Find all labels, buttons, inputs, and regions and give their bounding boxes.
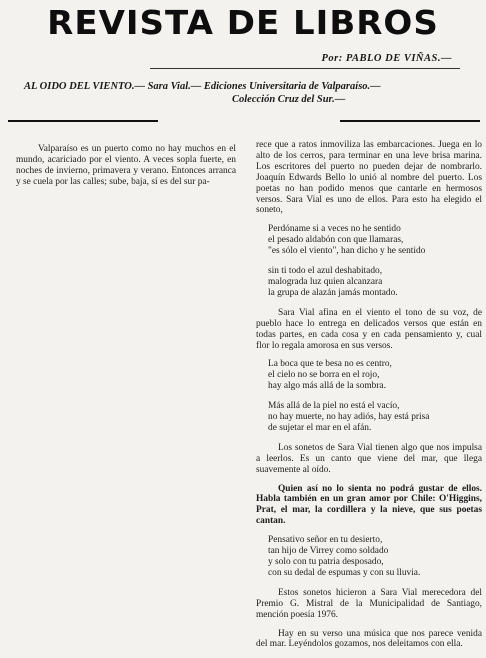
verse-line: La boca que te besa no es centro, [268,359,392,370]
book-reference [24,80,474,106]
paragraph: Valparaíso es un puerto como no hay muchos en el mundo, acariciado por el viento. A veces sopla fuerte, en noches de invierno, primavera y verano. Entonces arranca y se cuela por las calles; sube, baja, sí es del sur pa- [16,144,236,187]
verse-line: Pensativo señor en tu desierto, [268,535,383,546]
verse-stanza [256,359,482,392]
verse-stanza [256,224,482,257]
verse-line: y solo con tu patria desposado, [268,557,384,567]
verse-line: de sujetar el mar en el afán. [268,422,372,433]
verse-line: "es sólo el viento", han dicho y he sentido [268,246,426,257]
right-column [256,140,482,658]
paragraph: rece que a ratos inmoviliza las embarcaciones. Juega en lo alto de los cerros, para terminar en una leve brisa marina. Los escritores del puerto no pueden dejar de nombrarlo. Joaquín Edwards Bello lo unió al nombre del puerto. Los poetas no han podido menos que cantarle en hermosos versos. Sara Vial es uno de ellos. Para esto ha elegido el soneto, [256,140,482,216]
verse-line: con su dedal de espumas y con su lluvia. [268,567,421,578]
verse-line: no hay muerte, no hay adiós, hay está prisa [268,412,430,423]
verse-stanza [256,401,482,434]
left-column [16,144,236,196]
verse-line: tan hijo de Virrey como soldado [268,546,389,557]
book-reference-line-2: Colección Cruz del Sur.— [232,94,346,105]
verse-line: el pesado aldabón con que llamaras, [268,235,404,246]
page-title: REVISTA DE LIBROS [47,3,439,43]
author-byline: Por: PABLO DE VIÑAS.— [321,53,452,64]
book-reference-line-1: AL OIDO DEL VIENTO.— Sara Vial.— Ediciones Universitaria de Valparaíso.— [24,81,381,92]
paragraph: Estos sonetos hicieron a Sara Vial merecedora del Premio G. Mistral de la Municipalidad de Santiago, mención poesía 1976. [256,587,482,620]
verse-line: el cielo no se borra en el rojo, [268,370,380,381]
verse-line: Perdóname si a veces no he sentido [268,224,401,235]
verse-line: malograda luz quien alcanzara [268,276,383,287]
byline-divider [150,68,460,69]
section-divider-left [8,120,158,122]
verse-line: Más allá de la piel no está el vacío, [268,401,400,412]
verse-line: sin ti todo el azul deshabitado, [268,266,383,277]
paragraph: Sara Vial afina en el viento el tono de su voz, de pueblo hace lo entrega en delicados versos que están en todas partes, en cada cosa y en cada pensamiento y, cual flor lo regala amorosa en sus versos. [256,307,482,351]
paragraph: Quien así no lo sienta no podrá gustar de ellos. Habla también en un gran amor por Chile: O'Higgins, Prat, el mar, la cordillera y la nieve, que sus poetas cantan. [256,483,482,527]
paragraph: Hay en su verso una música que nos parece venida del mar. Leyéndolos gozamos, nos deleitamos con ella. [256,628,482,650]
paragraph: Los sonetos de Sara Vial tienen algo que nos impulsa a leerlos. Es un canto que viene del mar, que llega suavemente al oído. [256,442,482,475]
verse-line: la grupa de alazán jamás montado. [268,287,398,298]
section-divider-right [340,120,480,122]
verse-stanza [256,266,482,299]
verse-line: hay algo más allá de la sombra. [268,381,386,392]
verse-stanza [256,535,482,579]
